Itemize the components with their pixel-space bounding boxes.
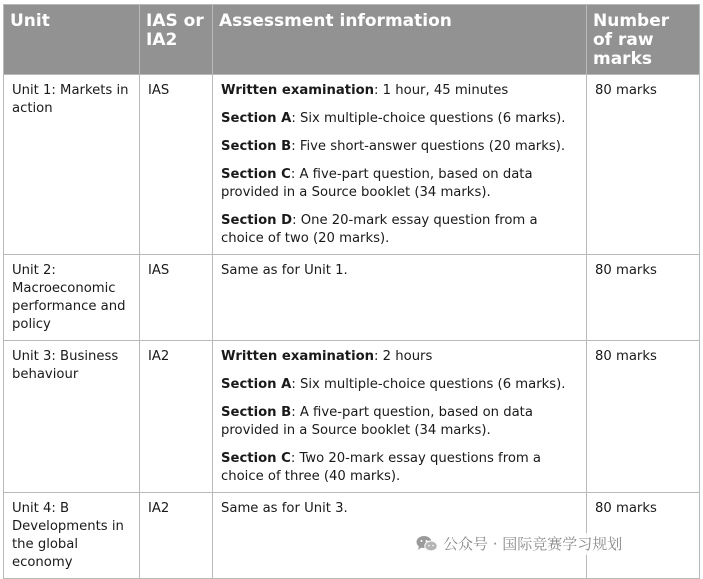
- header-level: IAS or IA2: [140, 5, 213, 75]
- level-cell: IA2: [140, 341, 213, 493]
- info-line: [221, 262, 580, 280]
- info-label: Section C: [221, 451, 291, 466]
- info-text: : One 20-mark essay question from a choice of two (20 marks).: [221, 213, 538, 246]
- unit-cell: Unit 4: B Developments in the global economy: [4, 493, 140, 579]
- info-label: Written examination: [221, 349, 375, 364]
- info-text: : Six multiple-choice questions (6 marks).: [291, 111, 566, 126]
- table-row: [4, 255, 700, 341]
- info-text: : Five short-answer questions (20 marks).: [291, 139, 566, 154]
- info-text: : 2 hours: [374, 349, 433, 364]
- info-line: [221, 404, 580, 440]
- watermark: [414, 533, 624, 555]
- table-header-row: [4, 5, 700, 75]
- info-label: Section A: [221, 111, 292, 126]
- info-label: Section B: [221, 405, 292, 420]
- info-label: Written examination: [221, 83, 375, 98]
- info-text: : A five-part question, based on data provided in a Source booklet (34 marks).: [221, 167, 533, 200]
- header-raw-marks: Number of raw marks: [587, 5, 700, 75]
- level-cell: IA2: [140, 493, 213, 579]
- level-cell: IAS: [140, 75, 213, 255]
- info-text: : A five-part question, based on data provided in a Source booklet (34 marks).: [221, 405, 533, 438]
- unit-cell: Unit 3: Business behaviour: [4, 341, 140, 493]
- info-label: Section D: [221, 213, 293, 228]
- info-text: : Six multiple-choice questions (6 marks).: [291, 377, 566, 392]
- marks-cell: 80 marks: [587, 75, 700, 255]
- assessment-info-cell: [213, 341, 587, 493]
- info-text: : Two 20-mark essay questions from a choice of three (40 marks).: [221, 451, 542, 484]
- watermark-text: 公众号 · 国际竞赛学习规划: [443, 535, 623, 553]
- info-line: [221, 110, 580, 128]
- info-line: [221, 348, 580, 366]
- info-line: [221, 450, 580, 486]
- info-line: [221, 500, 580, 518]
- header-unit: Unit: [4, 5, 140, 75]
- marks-cell: 80 marks: [587, 255, 700, 341]
- info-line: [221, 376, 580, 394]
- unit-cell: Unit 2: Macroeconomic performance and policy: [4, 255, 140, 341]
- marks-cell: 80 marks: [587, 493, 700, 579]
- info-line: [221, 82, 580, 100]
- info-line: [221, 138, 580, 156]
- info-label: Section C: [221, 167, 291, 182]
- table-row: [4, 75, 700, 255]
- marks-cell: 80 marks: [587, 341, 700, 493]
- assessment-info-cell: [213, 75, 587, 255]
- info-line: [221, 166, 580, 202]
- assessment-info-cell: [213, 255, 587, 341]
- info-label: Section B: [221, 139, 292, 154]
- info-text: Same as for Unit 1.: [221, 263, 348, 278]
- level-cell: IAS: [140, 255, 213, 341]
- assessment-table: [3, 4, 700, 579]
- wechat-icon: [416, 535, 438, 553]
- info-text: : 1 hour, 45 minutes: [374, 83, 509, 98]
- table-row: [4, 341, 700, 493]
- info-label: Section A: [221, 377, 292, 392]
- header-assessment-information: Assessment information: [213, 5, 587, 75]
- info-line: [221, 212, 580, 248]
- unit-cell: Unit 1: Markets in action: [4, 75, 140, 255]
- info-text: Same as for Unit 3.: [221, 501, 348, 516]
